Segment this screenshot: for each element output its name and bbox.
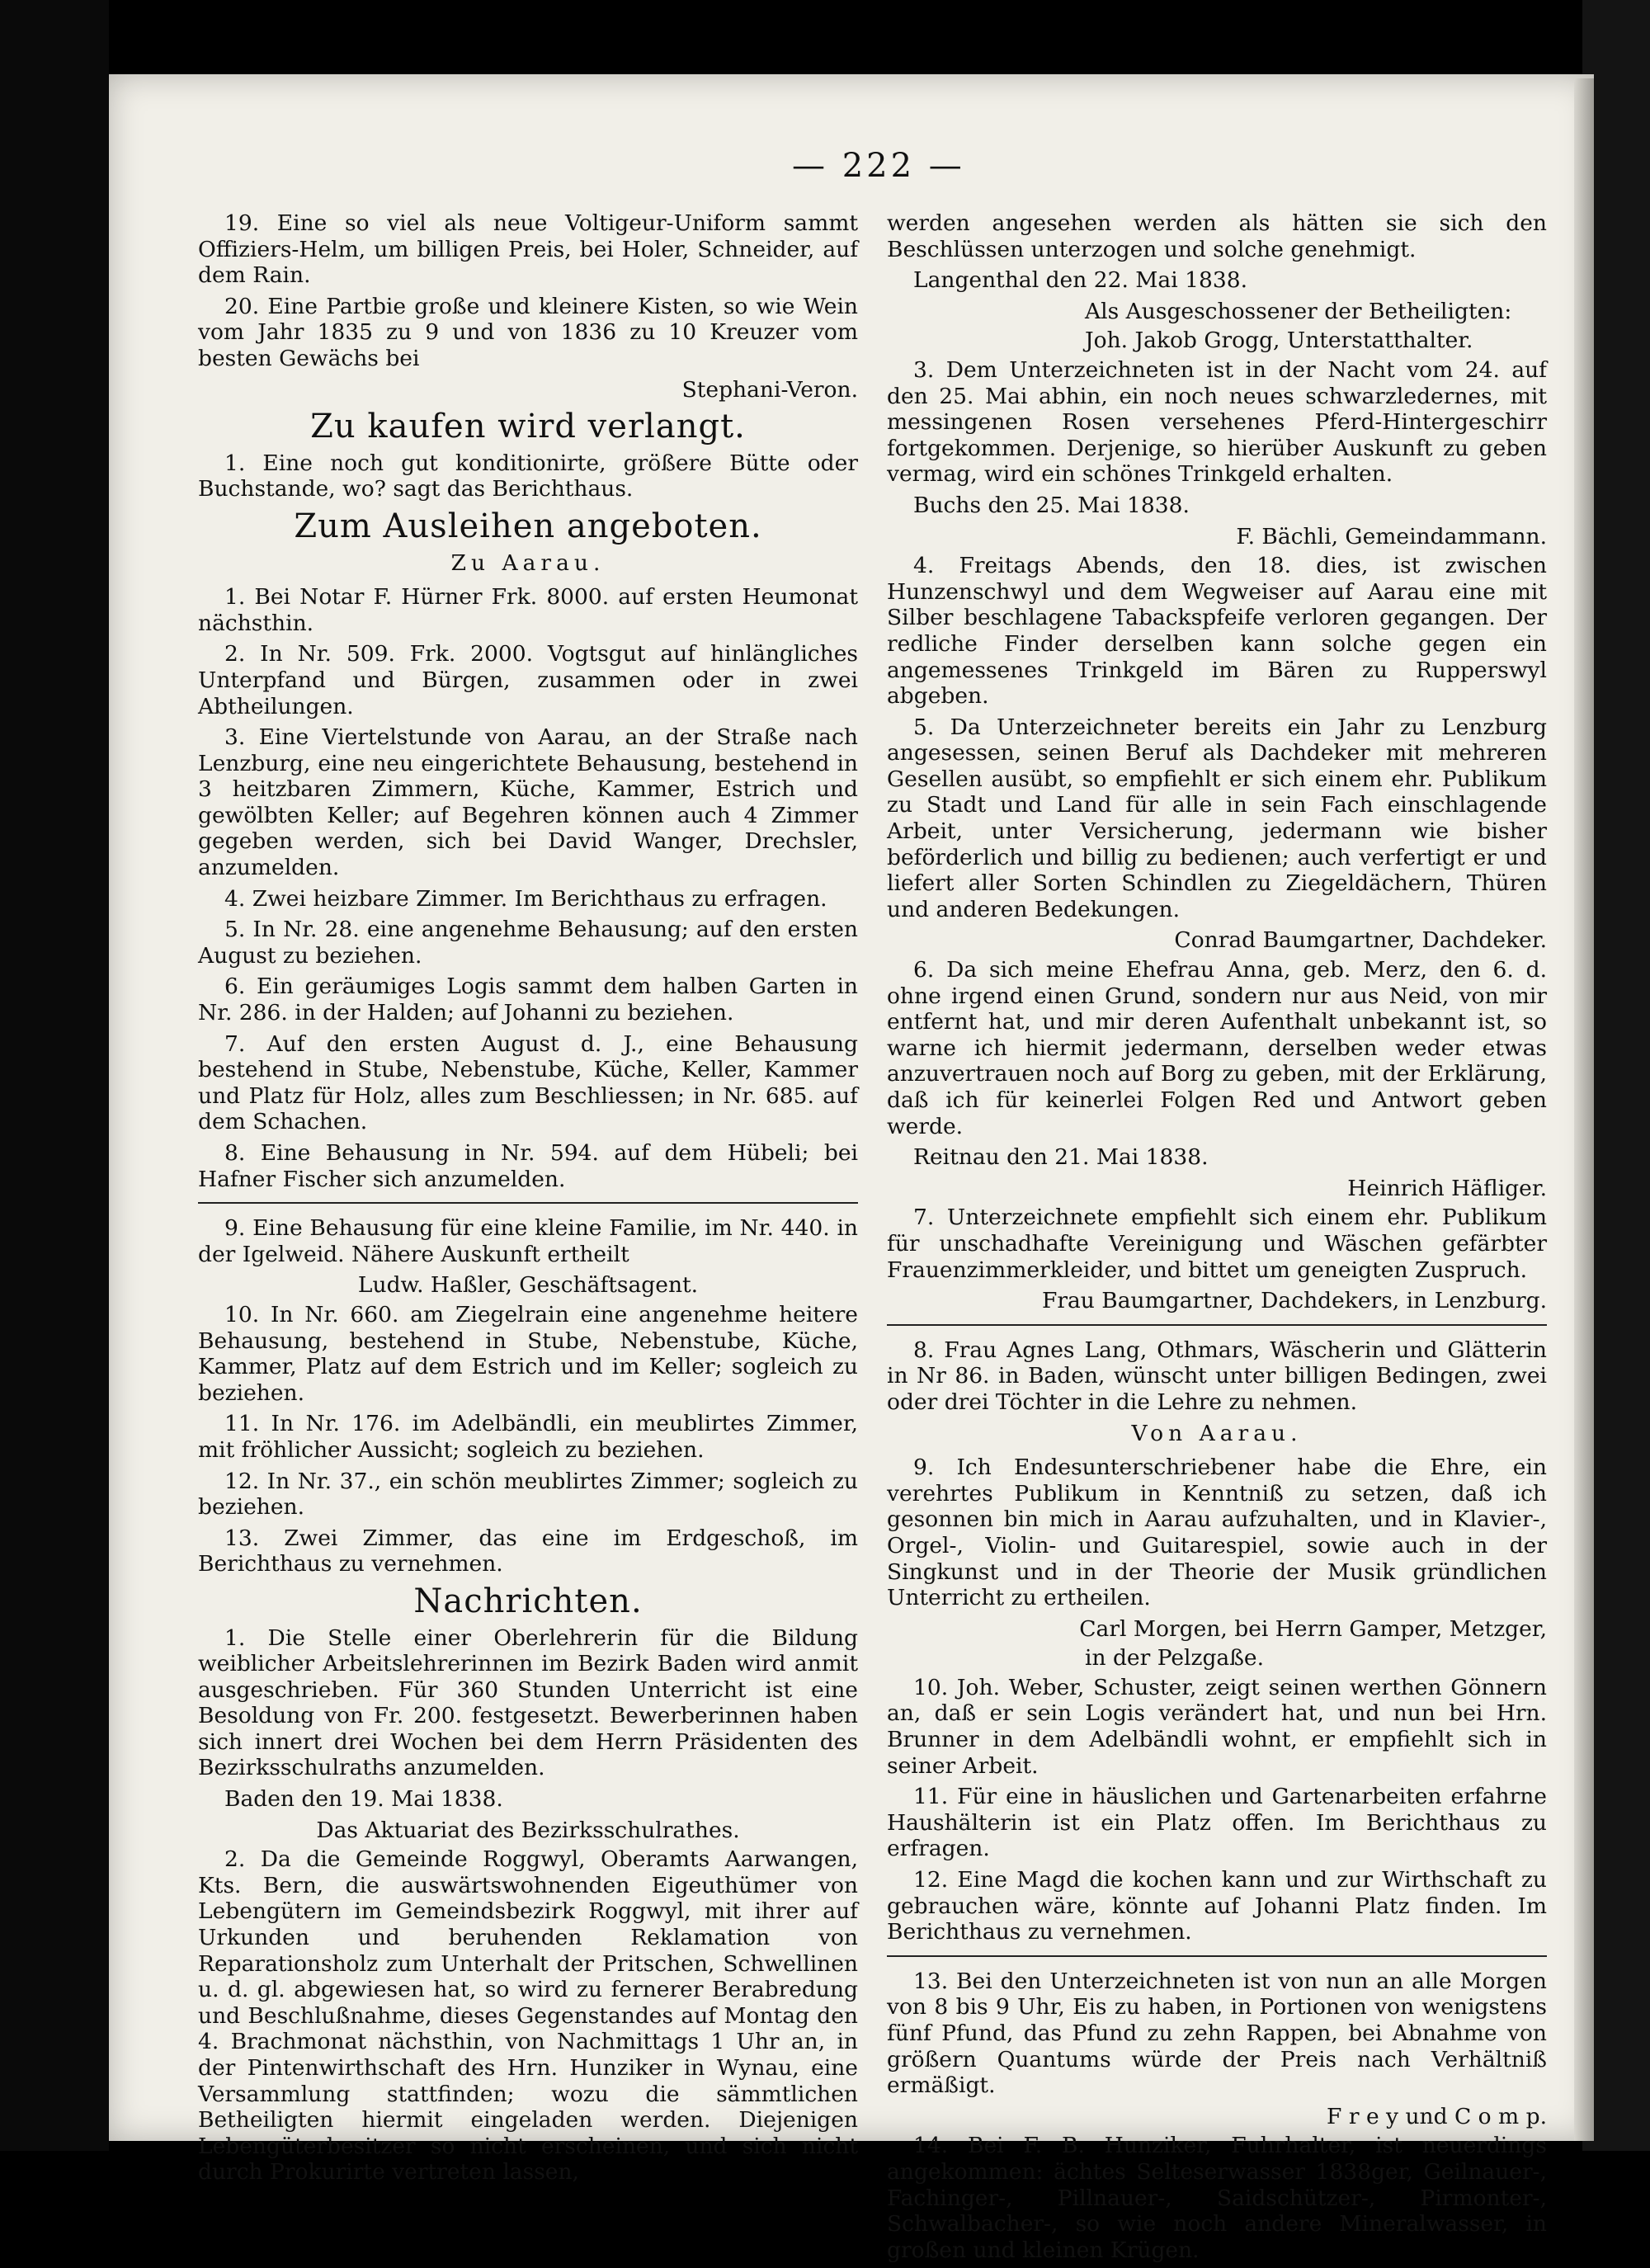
nachricht-1: 1. Die Stelle einer Oberlehrerin für die Bildung weiblicher Arbeitslehrerinnen im Bezirk Baden wird anmit ausgeschrieben. Für 360 Stunden Unterricht ist eine Besoldung von Fr. 200. festgesetzt. Bewerberinnen haben sich innert drei Wochen bei dem Herrn Präsidenten des Bezirksschulraths anzumelden. <box>198 1624 858 1781</box>
nachricht-2-continued: werden angesehen werden als hätten sie sich den Beschlüssen unterzogen und solche genehmigt. <box>887 210 1547 262</box>
nachricht-10: 10. Joh. Weber, Schuster, zeigt seinen werthen Gönnern an, daß er sein Logis verändert hat, und nun bei Hrn. Brunner in dem Adelbändli wohnt, er empfiehlt sich in seiner Arbeit. <box>887 1674 1547 1779</box>
ausleihen-item-9: 9. Eine Behausung für eine kleine Familie, im Nr. 440. in der Igelweid. Nähere Auskunft ertheilt <box>198 1215 858 1267</box>
nachricht-7: 7. Unterzeichnete empfiehlt sich einem ehr. Publikum für unschadhafte Vereinigung und Wäschen gefärbter Frauenzimmerkleider, und bittet um geneigten Zuspruch. <box>887 1205 1547 1283</box>
nachricht-11: 11. Für eine in häuslichen und Gartenarbeiten erfahrne Haushälterin ist ein Platz offen. Im Berichthaus zu erfragen. <box>887 1784 1547 1862</box>
subheading-von-aarau: Von Aarau. <box>1131 1420 1303 1446</box>
nachricht-3: 3. Dem Unterzeichneten ist in der Nacht vom 24. auf den 25. Mai abhin, ein noch neues schwarzledernes, mit messingenen Rosen versehenes Pferd-Hintergeschirr fortgekommen. Derjenige, so hierüber Auskunft zu geben vermag, wird ein schönes Trinkgeld erhalten. <box>887 356 1547 488</box>
heading-zum-ausleihen: Zum Ausleihen angeboten. <box>294 507 762 545</box>
ausleihen-item-5: 5. In Nr. 28. eine angenehme Behausung; auf den ersten August zu beziehen. <box>198 917 858 969</box>
subheading-zu-aarau: Zu Aarau. <box>450 549 606 576</box>
nachricht-5: 5. Da Unterzeichneter bereits ein Jahr zu Lenzburg angesessen, seinen Beruf als Dachdeker mit mehreren Gesellen ausübt, so empfiehlt er sich einem ehr. Publikum zu Stadt und Land für alle in sein Fach einschlagende Arbeit, unter Versicherung, jedermann wie bisher beförderlich und billig zu bedienen; auch verfertigt er und liefert aller Sorten Schindlen zu Ziegeldächern, Thüren und anderen Bedekungen. <box>887 714 1547 922</box>
divider-rule-right <box>887 1324 1547 1326</box>
nachricht-6-place-date: Reitnau den 21. Mai 1838. <box>913 1144 1209 1171</box>
nachricht-7-signature: Frau Baumgartner, Dachdekers, in Lenzburg. <box>1041 1288 1547 1314</box>
nachricht-1-place-date: Baden den 19. Mai 1838. <box>224 1786 503 1813</box>
nachricht-3-place-date: Buchs den 25. Mai 1838. <box>913 492 1190 518</box>
nachricht-4: 4. Freitags Abends, den 18. dies, ist zwischen Hunzenschwyl und dem Wegweiser auf Aarau eine mit Silber beschlagene Tabackspfeife verloren gegangen. Der redliche Finder derselben kann solche gegen ein angemessenes Trinkgeld im Bären zu Rupperswyl abgeben. <box>887 553 1547 710</box>
ausleihen-item-10: 10. In Nr. 660. am Ziegelrain eine angenehme heitere Behausung, bestehend in Stube, Nebenstube, Küche, Kammer, Platz auf dem Estrich und im Keller; sogleich zu beziehen. <box>198 1301 858 1406</box>
ausleihen-item-1: 1. Bei Notar F. Hürner Frk. 8000. auf ersten Heumonat nächsthin. <box>198 584 858 636</box>
nachricht-8: 8. Frau Agnes Lang, Othmars, Wäscherin und Glätterin in Nr 86. in Baden, wünscht unter billigen Bedingen, zwei oder drei Töchter in die Lehre zu nehmen. <box>887 1337 1547 1415</box>
page-number: — 222 — <box>792 147 965 185</box>
divider-rule-right-2 <box>887 1955 1547 1957</box>
ausleihen-item-3: 3. Eine Viertelstunde von Aarau, an der Straße nach Lenzburg, eine neu eingerichtete Behausung, bestehend in 3 heitzbaren Zimmern, Küche, Kammer, Estrich und gewölbten Keller; auf Begehren können auch 4 Zimmer gegeben werden, sich bei David Wanger, Drechsler, anzumelden. <box>198 724 858 881</box>
nachricht-13-signature: F r e y und C o m p. <box>1327 2103 1547 2129</box>
ausleihen-item-6: 6. Ein geräumiges Logis sammt dem halben Garten in Nr. 286. in der Halden; auf Johanni zu beziehen. <box>198 974 858 1026</box>
nachricht-6: 6. Da sich meine Ehefrau Anna, geb. Merz, den 6. d. ohne irgend einen Grund, sondern nur aus Neid, von mir entfernt hat, und mir deren Aufenthalt unbekannt ist, so warne ich hiermit jedermann, derselben weder etwas anzuvertrauen noch auf Borg zu geben, mit der Erklärung, daß ich für keinerlei Folgen Red und Antwort geben werde. <box>887 957 1547 1139</box>
heading-zu-kaufen: Zu kaufen wird verlangt. <box>310 408 746 446</box>
ausleihen-item-8: 8. Eine Behausung in Nr. 594. auf dem Hübeli; bei Hafner Fischer sich anzumelden. <box>198 1140 858 1192</box>
nachricht-2-signature-line-1: Als Ausgeschossener der Betheiligten: <box>1085 298 1512 324</box>
scan-border-left <box>0 0 109 2151</box>
divider-rule <box>198 1202 858 1204</box>
nachricht-14: 14. Bei F. B. Hunziker, Fuhrhalter, ist neuerdings angekommen: ächtes Selteserwasser 1838ger, Geilnauer-, Fachinger-, Pillnauer-, Saidschützer-, Pirmonter-, Schwalbacher-, so wie noch andere Mineralwasser, in großen und kleinen Krügen. <box>887 2133 1547 2263</box>
ausleihen-item-12: 12. In Nr. 37., ein schön meublirtes Zimmer; sogleich zu beziehen. <box>198 1468 858 1521</box>
nachricht-13: 13. Bei den Unterzeichneten ist von nun an alle Morgen von 8 bis 9 Uhr, Eis zu haben, in Portionen von wenigstens fünf Pfund, das Pfund zu zehn Rappen, bei Abnahme von größern Quantums würde der Preis nach Verhältniß ermäßigt. <box>887 1968 1547 2099</box>
ausleihen-item-4: 4. Zwei heizbare Zimmer. Im Berichthaus zu erfragen. <box>224 885 827 912</box>
ausleihen-item-2: 2. In Nr. 509. Frk. 2000. Vogtsgut auf hinlängliches Unterpfand und Bürgen, zusammen oder in zwei Abtheilungen. <box>198 641 858 719</box>
ausleihen-item-13: 13. Zwei Zimmer, das eine im Erdgeschoß, im Berichthaus zu vernehmen. <box>198 1525 858 1577</box>
nachricht-12: 12. Eine Magd die kochen kann und zur Wirthschaft zu gebrauchen wäre, könnte auf Johanni Platz finden. Im Berichthaus zu vernehmen. <box>887 1867 1547 1945</box>
nachricht-9-signature-line-2: in der Pelzgaße. <box>1085 1645 1265 1672</box>
page-edge-shadow <box>1574 78 1594 2141</box>
nachricht-2-signature-line-2: Joh. Jakob Grogg, Unterstatthalter. <box>1085 328 1473 354</box>
nachricht-9-signature-line-1: Carl Morgen, bei Herrn Gamper, Metzger, <box>1079 1615 1547 1642</box>
notice-20: 20. Eine Partbie große und kleinere Kisten, so wie Wein vom Jahr 1835 zu 9 und von 1836 zu 10 Kreuzer vom besten Gewächs bei <box>198 293 858 371</box>
heading-nachrichten: Nachrichten. <box>413 1582 643 1620</box>
nachricht-6-signature: Heinrich Häfliger. <box>1347 1175 1547 1201</box>
nachricht-2-place-date: Langenthal den 22. Mai 1838. <box>913 267 1247 294</box>
ausleihen-item-7: 7. Auf den ersten August d. J., eine Behausung bestehend in Stube, Nebenstube, Küche, Keller, Kammer und Platz für Holz, alles zum Beschliessen; in Nr. 685. auf dem Schachen. <box>198 1030 858 1135</box>
kaufen-item-1: 1. Eine noch gut konditionirte, größere Bütte oder Buchstande, wo? sagt das Berichthaus. <box>198 450 858 502</box>
nachricht-3-signature: F. Bächli, Gemeindammann. <box>1236 523 1547 549</box>
ausleihen-item-11: 11. In Nr. 176. im Adelbändli, ein meublirtes Zimmer, mit fröhlicher Aussicht; sogleich zu beziehen. <box>198 1411 858 1463</box>
right-column <box>887 210 1547 2268</box>
ausleihen-item-9-signature: Ludw. Haßler, Geschäftsagent. <box>357 1272 699 1299</box>
notice-19: 19. Eine so viel als neue Voltigeur-Uniform sammt Offiziers-Helm, um billigen Preis, bei Holer, Schneider, auf dem Rain. <box>198 210 858 289</box>
nachricht-5-signature: Conrad Baumgartner, Dachdeker. <box>1174 927 1547 954</box>
nachricht-1-signature: Das Aktuariat des Bezirksschulrathes. <box>316 1817 740 1843</box>
notice-20-signature: Stephani-Veron. <box>681 376 858 403</box>
nachricht-9: 9. Ich Endesunterschriebener habe die Ehre, ein verehrtes Publikum in Kenntniß zu setzen, daß ich gesonnen bin mich in Aarau aufzuhalten, und in Klavier-, Orgel-, Violin- und Guitarespiel, sowie auch in der Singkunst und in der Theorie der Musik gründlichen Unterricht zu ertheilen. <box>887 1455 1547 1611</box>
left-column <box>198 210 858 2190</box>
nachricht-2: 2. Da die Gemeinde Roggwyl, Oberamts Aarwangen, Kts. Bern, die auswärtswohnenden Eigeuthümer von Lebengütern im Gemeindsbezirk Roggwyl, mit ihrer auf Urkunden und beruhenden Reklamation von Reparationsholz zum Unterhalt der Pritschen, Schwellinen u. d. gl. abgewiesen hat, so wird zu fernerer Berabredung und Beschlußnahme, dieses Gegenstandes auf Montag den 4. Brachmonat nächsthin, von Nachmittags 1 Uhr an, in der Pintenwirthschaft des Hrn. Hunziker in Wynau, eine Versammlung stattfinden; wozu die sämmtlichen Betheiligten hiermit eingeladen werden. Diejenigen Lebengüterbesitzer so nicht erscheinen, und sich nicht durch Prokurirte vertreten lassen, <box>198 1846 858 2185</box>
